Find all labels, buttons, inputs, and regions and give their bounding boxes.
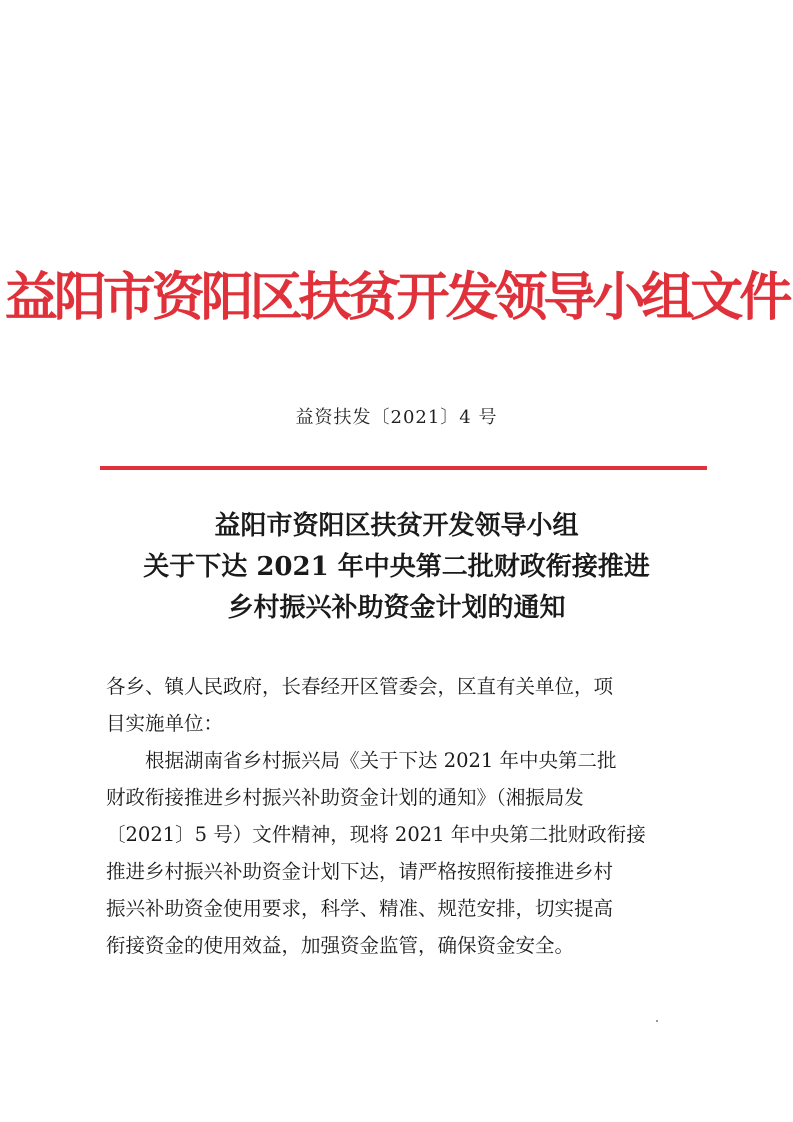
notice-title-line-3: 乡村振兴补助资金计划的通知 [227, 593, 566, 623]
paragraph-line-6: 衔接资金的使用效益，加强资金监管，确保资金安全。 [106, 934, 575, 957]
notice-title-line-2: 关于下达 2021 年中央第二批财政衔接推进 [143, 552, 650, 582]
salutation-line-2: 目实施单位： [106, 712, 224, 735]
notice-body [106, 668, 691, 964]
paragraph-line-1: 根据湖南省乡村振兴局《关于下达 2021 年中央第二批 [145, 749, 617, 772]
paragraph-line-4: 推进乡村振兴补助资金计划下达，请严格按照衔接推进乡村 [106, 860, 614, 883]
salutation-line-1: 各乡、镇人民政府，长春经开区管委会，区直有关单位，项 [106, 675, 614, 698]
red-divider-line [100, 466, 707, 470]
document-number: 益资扶发〔2021〕4 号 [295, 407, 498, 428]
paragraph-line-2: 财政衔接推进乡村振兴补助资金计划的通知》（湘振局发 [106, 786, 584, 809]
document-header-title: 益阳市资阳区扶贫开发领导小组文件 [4, 267, 789, 328]
salutation [106, 668, 691, 742]
paragraph-line-3: 〔2021〕5 号）文件精神，现将 2021 年中央第二批财政衔接 [106, 823, 646, 846]
paragraph-line-5: 振兴补助资金使用要求，科学、精准、规范安排，切实提高 [106, 897, 614, 920]
notice-title [0, 506, 793, 629]
body-paragraph [106, 742, 691, 964]
scan-speck [656, 1020, 658, 1022]
notice-title-line-1: 益阳市资阳区扶贫开发领导小组 [214, 511, 579, 541]
